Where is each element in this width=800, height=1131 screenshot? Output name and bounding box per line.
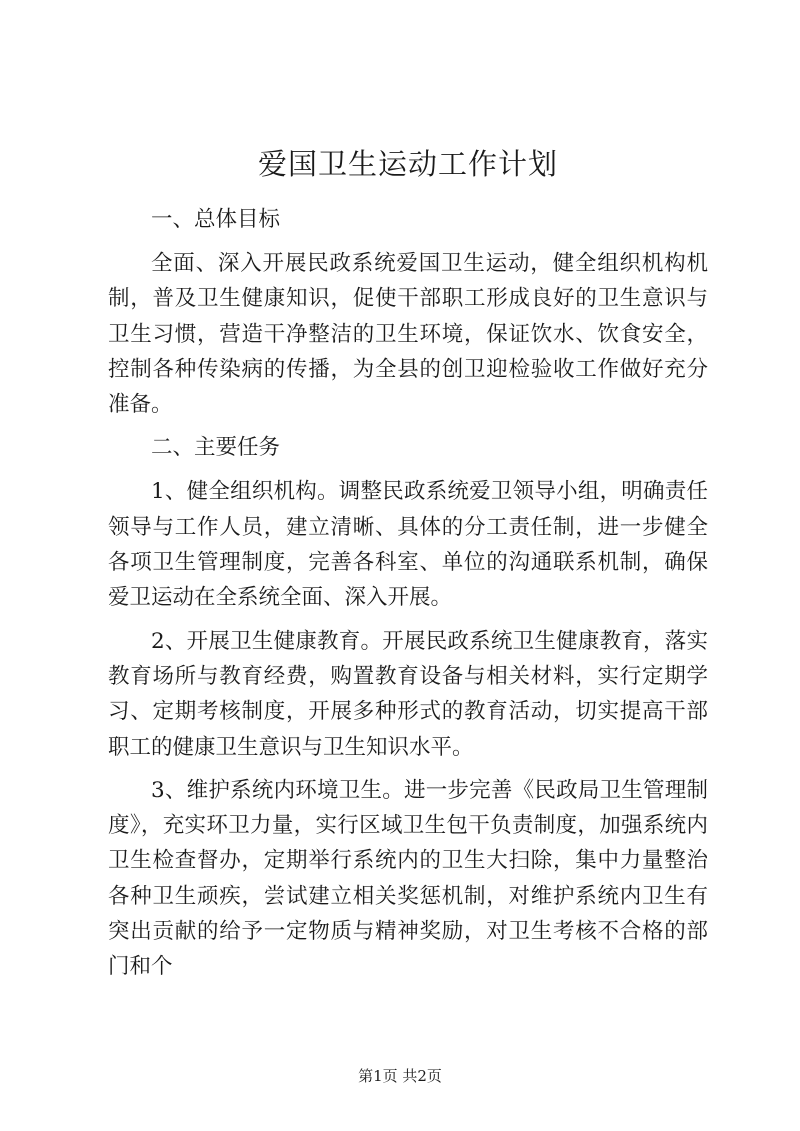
- paragraph-goals: 全面、深入开展民政系统爱国卫生运动，健全组织机构机制，普及卫生健康知识，促使干部职工形成良好的卫生意识与卫生习惯，营造干净整洁的卫生环境，保证饮水、饮食安全，控制各种传染病的传播，为全县的创卫迎检验收工作做好充分准备。: [108, 251, 708, 418]
- document-page: [108, 140, 708, 993]
- paragraph-task-2: 2、开展卫生健康教育。开展民政系统卫生健康教育，落实教育场所与教育经费，购置教育设备与相关材料，实行定期学习、定期考核制度，开展多种形式的教育活动，切实提高干部职工的健康卫生意识与卫生知识水平。: [108, 628, 708, 760]
- section-heading-goals: 一、总体目标: [151, 207, 281, 232]
- paragraph-task-3: 3、维护系统内环境卫生。进一步完善《民政局卫生管理制度》，充实环卫力量，实行区域卫生包干负责制度，加强系统内卫生检查督办，定期举行系统内的卫生大扫除，集中力量整治各种卫生顽疾，尝试建立相关奖惩机制，对维护系统内卫生有突出贡献的给予一定物质与精神奖励，对卫生考核不合格的部门和个: [108, 777, 708, 980]
- section-heading-tasks: 二、主要任务: [151, 435, 281, 461]
- document-title: 爱国卫生运动工作计划: [257, 147, 558, 181]
- page-footer: 第1页 共2页: [358, 1067, 442, 1085]
- paragraph-task-1: 1、健全组织机构。调整民政系统爱卫领导小组，明确责任领导与工作人员，建立清晰、具体的分工责任制，进一步健全各项卫生管理制度，完善各科室、单位的沟通联系机制，确保爱卫运动在全系统全面、深入开展。: [108, 479, 708, 611]
